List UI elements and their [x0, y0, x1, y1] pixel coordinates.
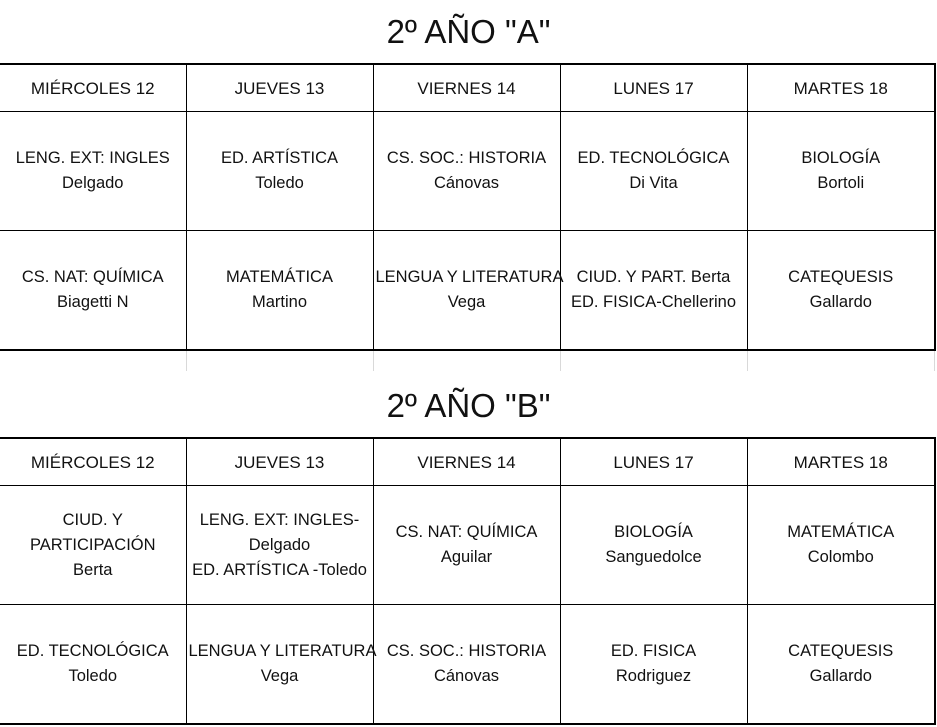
subject-cell [0, 486, 186, 605]
subject-line: Vega [260, 667, 299, 685]
subject-cell [560, 605, 747, 725]
subject-cell [747, 112, 935, 231]
schedule-row [0, 486, 935, 605]
day-header: MARTES 18 [747, 64, 935, 112]
subject-cell [373, 486, 560, 605]
subject-cell [747, 231, 935, 351]
subject-cell [0, 112, 186, 231]
subject-cell [373, 231, 564, 351]
subject-line: Aguilar [440, 548, 493, 566]
subject-line: Cánovas [433, 174, 500, 192]
subject-line: PARTICIPACIÓN [29, 535, 156, 554]
day-header: MIÉRCOLES 12 [0, 438, 186, 486]
day-header-row [0, 438, 935, 486]
subject-line: MATEMÁTICA [226, 268, 333, 286]
day-header-row [0, 64, 935, 112]
subject-line: CS. NAT: QUÍMICA [21, 268, 164, 286]
subject-line: ED. TECNOLÓGICA [16, 642, 169, 660]
day-header: MARTES 18 [747, 438, 935, 486]
schedule-table-2a [0, 63, 936, 351]
subject-line: Martino [251, 293, 308, 311]
day-header: MIÉRCOLES 12 [0, 64, 186, 112]
subject-line: CIUD. Y [62, 510, 123, 529]
section-title-2b: 2º AÑO "B" [386, 387, 551, 424]
schedule-table-2b [0, 437, 936, 725]
subject-line: MATEMÁTICA [787, 523, 895, 541]
subject-line: Cánovas [433, 667, 500, 685]
subject-cell [186, 486, 373, 605]
day-header: VIERNES 14 [373, 438, 560, 486]
subject-cell [373, 112, 560, 231]
subject-line: Gallardo [809, 293, 872, 311]
section-title-2a: 2º AÑO "A" [386, 13, 551, 50]
subject-line: ED. ARTÍSTICA [220, 149, 339, 167]
subject-line: Colombo [807, 548, 874, 566]
subject-line: Biagetti N [56, 293, 129, 311]
subject-line: Sanguedolce [605, 548, 702, 566]
subject-cell [186, 112, 373, 231]
subject-cell [0, 231, 186, 351]
subject-cell [186, 231, 373, 351]
subject-line: Delgado [62, 174, 124, 192]
subject-line: Toledo [68, 667, 118, 685]
day-header: JUEVES 13 [186, 438, 373, 486]
spreadsheet-gridlines [0, 351, 935, 371]
subject-line: BIOLOGÍA [614, 523, 693, 541]
subject-line: Rodriguez [615, 667, 692, 685]
schedule-row [0, 605, 935, 725]
subject-line: CIUD. Y PART. Berta [576, 268, 731, 286]
subject-cell [560, 486, 747, 605]
subject-line: Toledo [255, 174, 304, 192]
subject-line: LENGUA Y LITERATURA [188, 642, 377, 660]
schedule-row [0, 112, 935, 231]
subject-line: ED. FISICA-Chellerino [570, 293, 737, 311]
day-header: LUNES 17 [560, 64, 747, 112]
subject-line: CS. SOC.: HISTORIA [386, 642, 547, 660]
subject-line: BIOLOGÍA [801, 149, 881, 167]
subject-line: ED. TECNOLÓGICA [577, 149, 730, 167]
subject-cell [747, 605, 935, 725]
subject-line: CATEQUESIS [788, 642, 894, 660]
day-header: VIERNES 14 [373, 64, 560, 112]
subject-line: Vega [447, 293, 486, 311]
subject-line: Di Vita [629, 174, 678, 192]
subject-cell [747, 486, 935, 605]
subject-line: Bortoli [817, 174, 865, 192]
subject-cell [186, 605, 377, 725]
day-header: JUEVES 13 [186, 64, 373, 112]
subject-cell [560, 112, 747, 231]
subject-line: CS. NAT: QUÍMICA [395, 523, 538, 541]
subject-line: CS. SOC.: HISTORIA [386, 149, 547, 167]
subject-line: LENG. EXT: INGLES- [199, 510, 360, 529]
subject-line: Berta [73, 560, 113, 579]
subject-cell [560, 231, 747, 351]
subject-line: LENGUA Y LITERATURA [375, 268, 564, 286]
subject-line: ED. ARTÍSTICA -Toledo [192, 560, 367, 579]
day-header: LUNES 17 [560, 438, 747, 486]
subject-line: CATEQUESIS [788, 268, 894, 286]
subject-line: LENG. EXT: INGLES [15, 149, 170, 167]
subject-line: Gallardo [809, 667, 872, 685]
subject-line: Delgado [248, 535, 311, 554]
subject-cell [373, 605, 560, 725]
subject-cell [0, 605, 186, 725]
subject-line: ED. FISICA [610, 642, 697, 660]
schedule-row [0, 231, 935, 351]
